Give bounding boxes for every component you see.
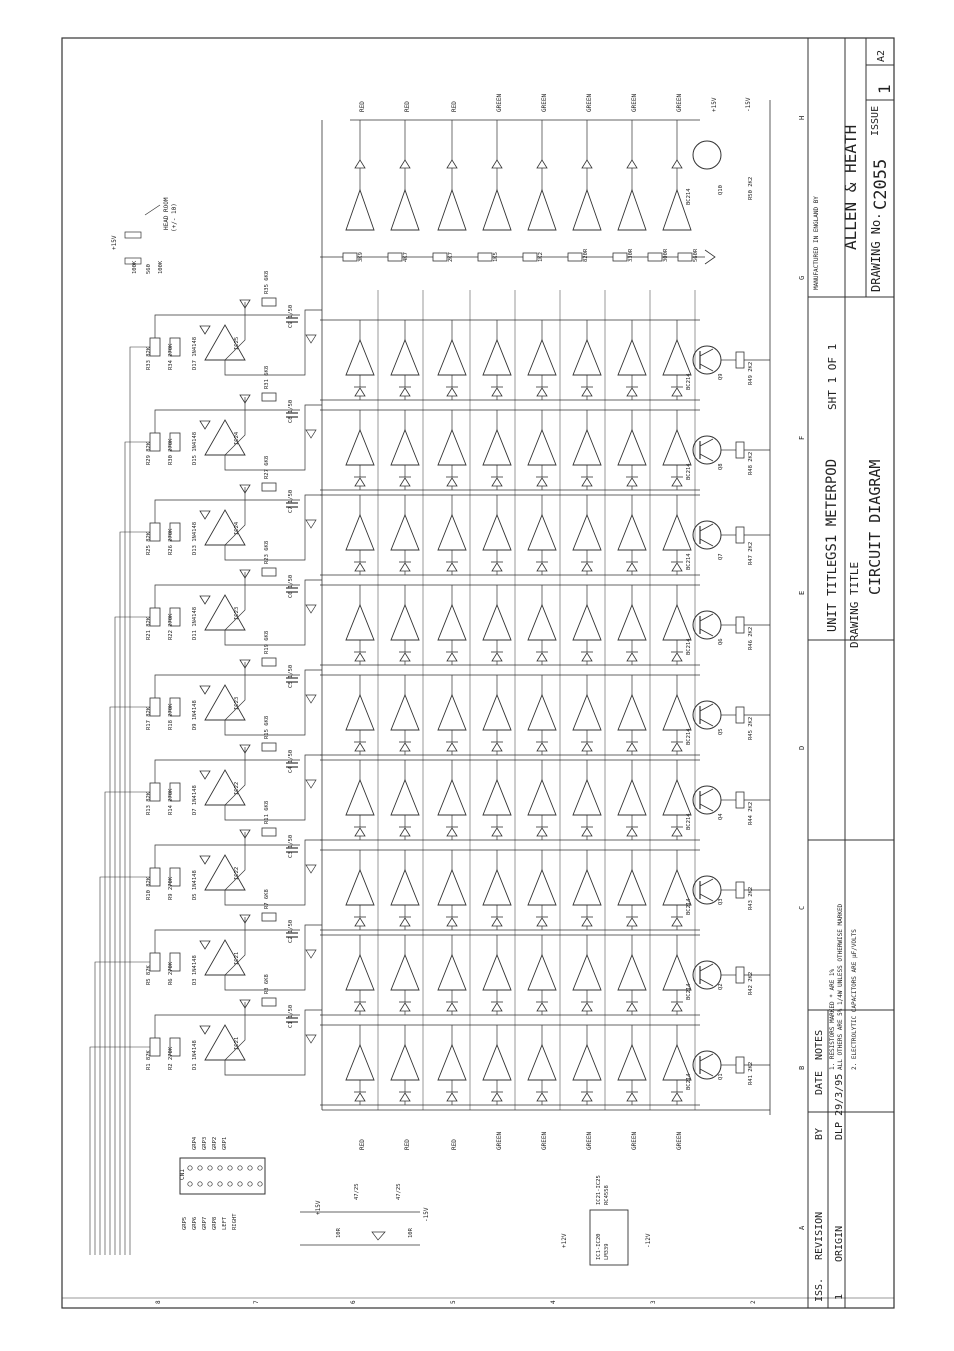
transistor-ref: Q2 [718,983,724,990]
output-resistor-label: R35 6K8 [264,270,270,294]
transistor-ref: Q5 [718,728,724,735]
capacitor-label: C4 1/50 [288,749,294,773]
company-name: ALLEN & HEATH [841,124,860,250]
supply-12p: +12V [561,1233,568,1248]
transistor-ref: Q3 [718,898,724,905]
issue-number: 1 [875,84,894,94]
diode-label: D9 1N4148 [192,700,198,730]
transistor-part: BC214 [686,898,692,915]
transistor-part: BC214 [686,1073,692,1090]
input-resistor-label: R1 82K [146,1050,152,1070]
capacitor-label: C1 1/50 [288,1004,294,1028]
transistor-part: BC214 [686,638,692,655]
transistor-part: BC214 [686,188,692,205]
feedback-resistor-label: R6 270K [168,961,174,985]
supply-label: +15V [111,235,118,250]
grid-col-D: D [798,745,806,750]
manufacturer-note: MANUFACTURED IN ENGLAND BY [813,196,820,290]
res-r43: 10R [336,1228,342,1238]
led-color-bottom: GREEN [541,1131,548,1150]
ic-ref: IC1-IC20 [596,1233,602,1260]
cap-c12: 47/25 [396,1183,402,1200]
connector-pin-label: GRP8 [212,1216,218,1230]
connector-pin-label: GRP6 [192,1216,198,1230]
capacitor-label: C6 1/50 [288,574,294,598]
opamp-ref: IC21 [234,951,240,965]
ladder-resistor-value: 820R [583,248,589,262]
opamp-ref: IC24 [234,521,240,535]
driver-resistor-label: R47 2K2 [748,541,754,565]
opamp-ref: IC23 [234,606,240,620]
input-resistor-label: R17 82K [146,706,152,730]
input-resistor-label: R10 82K [146,876,152,900]
grid-row-label: 2 [750,1300,757,1304]
rev-row-revision: ORIGIN [834,1225,845,1262]
driver-resistor-label: R44 2K2 [748,801,754,825]
led-color-bottom: RED [404,1139,411,1150]
ic-ref2: IC21-IC25 [596,1175,602,1205]
transistor-ref: Q6 [718,638,724,645]
ic-part2: RC4558 [604,1185,610,1205]
led-color-bottom: GREEN [631,1131,638,1150]
connector-pin-label: RIGHT [232,1213,238,1230]
transistor-ref: Q9 [718,373,724,380]
grid-row-label: 4 [550,1300,557,1304]
ladder-resistor [433,253,447,261]
diode-label: D17 1N4148 [192,336,198,370]
input-resistor-label: R5 82K [146,965,152,985]
grid-row-label: 8 [155,1300,162,1304]
led-color-bottom: GREEN [676,1131,683,1150]
drawing-title-label: DRAWING TITLE [848,561,861,648]
headroom-resistor: 560 [146,264,152,274]
supply-12n: -12V [645,1233,652,1248]
transistor-ref: Q4 [718,813,724,820]
rev-header-iss: ISS. [814,1277,825,1302]
diode-label: D13 1N4148 [192,521,198,555]
output-resistor-label: R11 6K8 [264,800,270,824]
feedback-resistor-label: R14 270K [168,788,174,815]
diode-label: D3 1N4148 [192,955,198,985]
transistor-part: BC214 [686,728,692,745]
diode-label: D11 1N4148 [192,606,198,640]
supply-minus: -15V [423,1207,430,1222]
rev-header-date: DATE [814,1070,825,1095]
cap-c11: 47/25 [354,1183,360,1200]
headroom-resistor: 100K [158,260,164,274]
sheet-size: A2 [876,49,887,62]
driver-resistor-label: R43 2K2 [748,886,754,910]
transistor-part: BC214 [686,983,692,1000]
headroom-label: HEAD ROOM [163,197,170,230]
opamp-ref: IC22 [234,866,240,880]
ladder-resistor-value: 330R [628,248,634,262]
drawing-title: CIRCUIT DIAGRAM [866,459,884,595]
connector-pin-label: GRP2 [212,1136,218,1150]
output-resistor-label: R31 6K8 [264,365,270,389]
driver-resistor-label: R48 2K2 [748,451,754,475]
capacitor-label: C9 1/50 [288,304,294,328]
headroom-resistor: 100K [132,260,138,274]
output-resistor-label: R3 6K8 [264,974,270,994]
grid-col-E: E [798,590,806,595]
diode-label: D7 1N4148 [192,785,198,815]
grid-row-label: 5 [450,1300,457,1304]
transistor-ref: Q1 [718,1073,724,1080]
connector-pin-label: LEFT [222,1216,228,1230]
diode-label: D15 1N4148 [192,431,198,465]
grid-col-H: H [798,115,806,120]
rev-row-by-date: DLP 29/3/95 [834,1073,845,1140]
ladder-resistor-value: 1K5 [493,252,499,262]
ladder-resistor [613,253,627,261]
input-resistor-label: R33 82K [146,346,152,370]
res-r44: 10R [408,1228,414,1238]
connector-ref: CN1 [179,1169,186,1180]
rev-row-iss: 1 [834,1293,845,1300]
grid-col-B: B [798,1065,806,1070]
led-color-bottom: RED [359,1139,366,1150]
ic-part: LM339 [604,1243,610,1260]
ladder-resistor [568,253,582,261]
transistor-ref: Q10 [718,185,724,195]
input-resistor-label: R13 82K [146,791,152,815]
ladder-resistor-value: 560R [693,248,699,262]
output-resistor-label: R19 6K8 [264,630,270,654]
capacitor-label: C7 1/50 [288,489,294,513]
transistor-part: BC214 [686,373,692,390]
feedback-resistor-label: R9 270K [168,876,174,900]
ladder-resistor-value: 4K7 [403,252,409,262]
ladder-resistor-value: 3K9 [358,252,364,262]
led-color-top: GREEN [631,93,638,112]
diode-label: D1 1N4148 [192,1040,198,1070]
input-resistor-label: R21 82K [146,616,152,640]
input-resistor-label: R29 82K [146,441,152,465]
led-color-top: RED [359,101,366,112]
ladder-resistor-value: 2K7 [448,252,454,262]
unit-title-label: UNIT TITLE [825,559,839,632]
led-color-bottom: GREEN [586,1131,593,1150]
ladder-resistor-value: 300R [663,248,669,262]
output-resistor-label: R7 6K8 [264,889,270,909]
grid-col-F: F [798,435,806,440]
transistor-part: BC214 [686,553,692,570]
supply-top-plus: +15V [711,97,718,112]
opamp-ref: IC23 [234,696,240,710]
driver-resistor-label: R50 2K2 [748,176,754,200]
transistor-part: BC214 [686,463,692,480]
transistor-ref: Q7 [718,553,724,560]
grid-row-label: 7 [253,1300,260,1304]
connector-pin-label: GRP3 [202,1136,208,1150]
feedback-resistor-label: R34 270K [168,343,174,370]
led-color-top: GREEN [586,93,593,112]
feedback-resistor-label: R26 270K [168,528,174,555]
connector-pin-label: GRP5 [182,1216,188,1230]
capacitor-label: C5 1/50 [288,664,294,688]
grid-col-C: C [798,905,806,910]
driver-resistor-label: R45 2K2 [748,716,754,740]
capacitor-label: C8 1/50 [288,399,294,423]
output-resistor-label: R23 6K8 [264,540,270,564]
ladder-resistor [648,253,662,261]
rev-header-by: BY [814,1127,825,1140]
drawing-number: C2055 [871,158,891,210]
output-resistor-label: R27 6K8 [264,455,270,479]
opamp-ref: IC24 [234,431,240,445]
connector-pin-label: GRP1 [222,1136,228,1150]
input-resistor-label: R25 82K [146,531,152,555]
led-color-top: RED [451,101,458,112]
feedback-resistor-label: R22 270K [168,613,174,640]
ladder-resistor [388,253,402,261]
ladder-resistor [478,253,492,261]
driver-resistor-label: R41 2K2 [748,1061,754,1085]
connector-pin-label: GRP4 [192,1136,198,1150]
capacitor-label: C3 1/50 [288,834,294,858]
drawing-number-label: DRAWING No. [869,212,883,292]
grid-row-label: 6 [350,1300,357,1304]
rev-header-revision: REVISION [814,1211,825,1260]
opamp-ref: IC21 [234,1036,240,1050]
opamp-ref: IC22 [234,781,240,795]
led-color-top: RED [404,101,411,112]
ladder-resistor [678,253,692,261]
transistor-part: BC214 [686,813,692,830]
ladder-resistor [523,253,537,261]
note-1b: ALL OTHERS ARE 5% 1/4W UNLESS OTHERWISE MARKED [837,903,844,1070]
led-color-bottom: RED [451,1139,458,1150]
note-1: 1. RESISTORS MARKED * ARE 1% [829,968,836,1070]
led-color-top: GREEN [496,93,503,112]
notes-heading: NOTES [814,1029,825,1060]
headroom-range: (+/- 10) [171,203,178,232]
note-2: 2. ELECTROLYTIC CAPACITORS ARE µF/VOLTS [851,929,858,1070]
ladder-resistor-value: 1K2 [538,252,544,262]
opamp-ref: IC25 [234,336,240,350]
grid-col-A: A [798,1225,806,1230]
grid-row-label: 3 [650,1300,657,1304]
unit-title: GS1 METERPOD [824,458,840,560]
output-resistor-label: R15 6K8 [264,715,270,739]
supply-top-minus: -15V [745,97,752,112]
driver-resistor-label: R46 2K2 [748,626,754,650]
connector-pin-label: GRP7 [202,1216,208,1230]
ladder-resistor [343,253,357,261]
grid-col-G: G [798,275,806,280]
led-color-top: GREEN [676,93,683,112]
diode-label: D5 1N4148 [192,870,198,900]
feedback-resistor-label: R30 270K [168,438,174,465]
feedback-resistor-label: R18 270K [168,703,174,730]
issue-label: ISSUE [870,105,881,136]
driver-resistor-label: R42 2K2 [748,971,754,995]
led-color-top: GREEN [541,93,548,112]
capacitor-label: C2 1/50 [288,919,294,943]
supply-plus: +15V [315,1200,322,1215]
sheet-number: SHT 1 OF 1 [826,343,839,410]
driver-resistor-label: R49 2K2 [748,361,754,385]
transistor-ref: Q8 [718,463,724,470]
led-color-bottom: GREEN [496,1131,503,1150]
feedback-resistor-label: R2 270K [168,1046,174,1070]
